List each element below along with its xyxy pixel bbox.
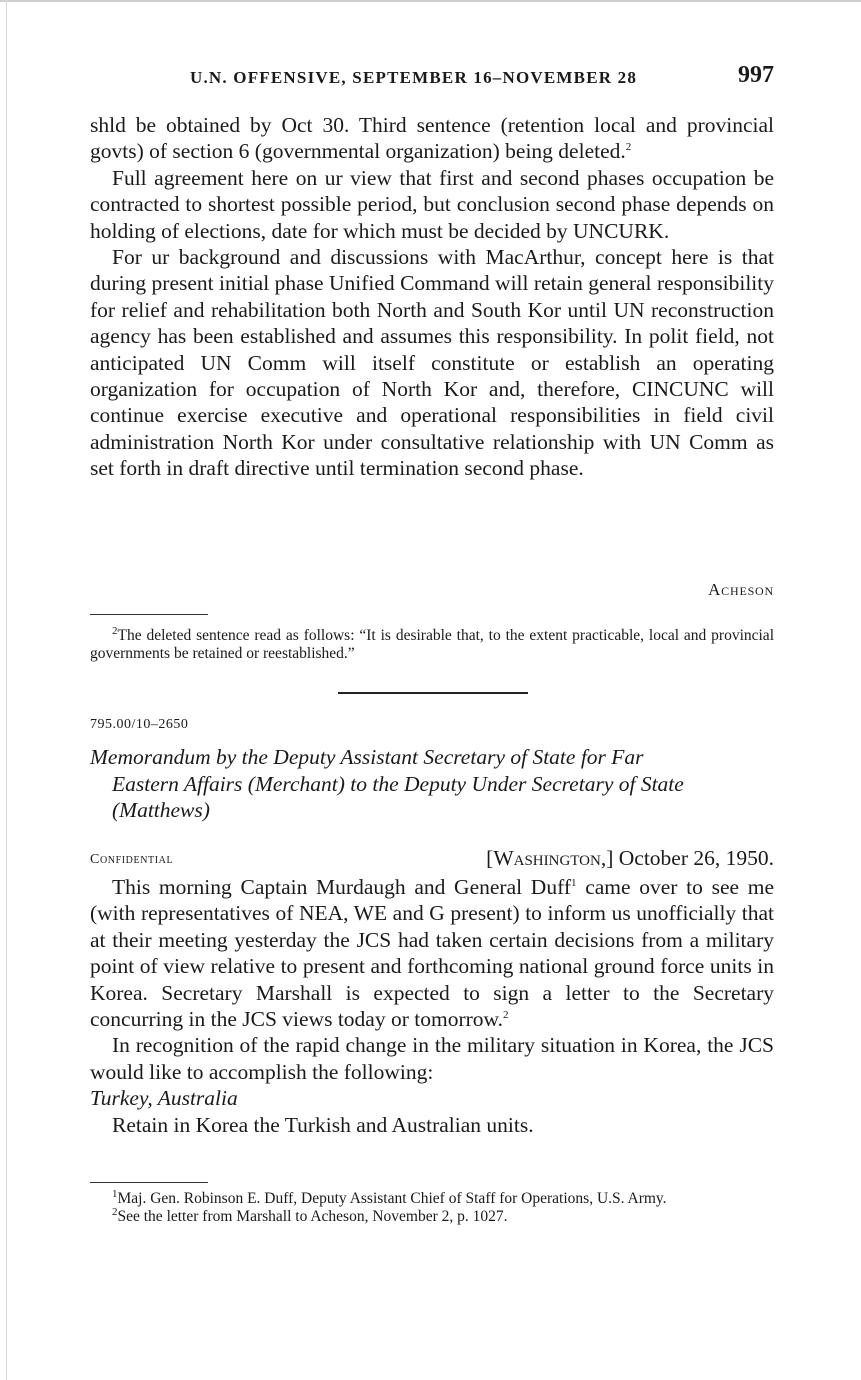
footnote: $^2$The deleted sentence read as follows: “It is desirable that, to the extent practicable, local and provincial governments be retained or reestablished.”	[90, 624, 774, 662]
footnote-rule	[90, 1182, 208, 1183]
classification-label: Confidential	[90, 852, 174, 867]
memo-body	[90, 874, 774, 1138]
dateline: [Washington,] October 26, 1950.	[486, 846, 774, 870]
footnote: $^2$See the letter from Marshall to Acheson, November 2, p. 1027.	[112, 1205, 508, 1225]
running-head: U.N. OFFENSIVE, SEPTEMBER 16–NOVEMBER 28	[190, 68, 638, 87]
top-edge-line	[0, 0, 861, 2]
memo-title: Memorandum by the Deputy Assistant Secretary of State for Far Eastern Affairs (Merchant) to the Deputy Under Secretary of State (Matthews)	[90, 745, 684, 822]
footnote-rule	[90, 614, 208, 615]
signature: Acheson	[708, 580, 774, 599]
footnote-ref: 2	[625, 141, 632, 154]
paragraph: Retain in Korea the Turkish and Australian units.	[112, 1112, 534, 1137]
prior-document-body	[90, 112, 774, 482]
paragraph: This morning Captain Murdaugh and General Duff$^1$ came over to see me (with representatives of NEA, WE and G present) to inform us unofficially that at their meeting yesterday the JCS had taken certain decisions from a military point of view relative to present and forthcoming national ground force units in Korea. Secretary Marshall is expected to sign a letter to the Secretary concurring in the JCS views today or tomorrow.$^2$	[90, 875, 775, 1032]
subheading: Turkey, Australia	[90, 1086, 238, 1111]
file-number: 795.00/10–2650	[90, 717, 189, 732]
footnote: $^1$Maj. Gen. Robinson E. Duff, Deputy Assistant Chief of Staff for Operations, U.S. Army.	[112, 1187, 667, 1207]
paragraph: In recognition of the rapid change in the military situation in Korea, the JCS would like to accomplish the following:	[90, 1033, 774, 1084]
memo-footnotes	[90, 1187, 774, 1226]
paragraph: shld be obtained by Oct 30. Third sentence (retention local and provincial govts) of section 6 (governmental organization) being deleted.$^2$	[90, 113, 774, 164]
page-number: 997	[738, 62, 774, 88]
section-divider	[338, 692, 528, 694]
page-gutter-line	[6, 0, 7, 1380]
paragraph: For ur background and discussions with MacArthur, concept here is that during present initial phase Unified Command will retain general responsibility for relief and rehabilitation both North and South Kor until UN reconstruction agency has been established and assumes this responsibility. In polit field, not anticipated UN Comm will itself constitute or establish an operating organization for occupation of North Kor and, therefore, CINCUNC will continue exercise executive and operational responsibilities in field civil administration North Kor under consultative relationship with UN Comm as set forth in draft directive until termination second phase.	[90, 245, 774, 481]
classification-line	[90, 846, 774, 874]
page-header	[90, 64, 774, 94]
paragraph: Full agreement here on ur view that first and second phases occupation be contracted to shortest possible period, but conclusion second phase depends on holding of elections, date for which must be decided by UNCURK.	[90, 165, 774, 243]
